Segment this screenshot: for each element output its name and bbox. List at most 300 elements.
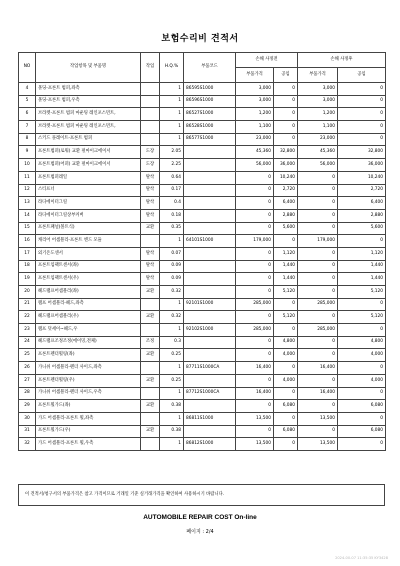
row-no: 32 <box>19 438 36 451</box>
header-parts-price-after: 부품가격 <box>298 68 338 83</box>
row-item: 헤드램프어셈블리(좌) <box>36 286 141 299</box>
row-part-code <box>184 197 236 210</box>
footer-title: AUTOMOBILE REPAIR COST On-line <box>143 514 257 521</box>
row-labor-before: 0 <box>274 95 298 108</box>
row-work <box>141 108 160 121</box>
row-labor-after: 10,240 <box>338 171 386 184</box>
table-row <box>19 412 386 425</box>
row-part-code: 87712S1000CA <box>184 387 236 400</box>
row-labor-before: 0 <box>274 83 298 96</box>
row-parts-price-before: 0 <box>236 336 274 349</box>
row-labor-after: 0 <box>338 362 386 375</box>
row-hq: 0.32 <box>160 311 184 324</box>
row-parts-price-after: 1,100 <box>298 121 338 134</box>
row-hq: 1 <box>160 133 184 146</box>
row-parts-price-before: 285,000 <box>236 324 274 337</box>
row-no: 9 <box>19 146 36 159</box>
row-labor-before: 4,800 <box>274 336 298 349</box>
header-part-code: 부품코드 <box>184 53 236 83</box>
row-part-code <box>184 184 236 197</box>
row-hq: 0.17 <box>160 184 184 197</box>
row-parts-price-after: 0 <box>298 222 338 235</box>
row-parts-price-before: 3,000 <box>236 95 274 108</box>
header-group-after: 손해 사정후 <box>298 53 386 68</box>
row-part-code <box>184 336 236 349</box>
table-row <box>19 425 386 438</box>
row-part-code: 86577S1000 <box>184 133 236 146</box>
row-labor-after: 0 <box>338 121 386 134</box>
table-row <box>19 374 386 387</box>
row-labor-before: 1,440 <box>274 273 298 286</box>
row-parts-price-after: 0 <box>298 184 338 197</box>
table-row <box>19 400 386 413</box>
row-parts-price-before: 45,360 <box>236 146 274 159</box>
row-parts-price-after: 285,000 <box>298 324 338 337</box>
row-labor-after: 32,800 <box>338 146 386 159</box>
row-hq: 0.25 <box>160 374 184 387</box>
row-labor-after: 0 <box>338 108 386 121</box>
row-hq: 1 <box>160 387 184 400</box>
row-parts-price-after: 0 <box>298 349 338 362</box>
row-parts-price-before: 13,500 <box>236 412 274 425</box>
row-part-code: 92102S1000 <box>184 324 236 337</box>
row-labor-before: 0 <box>274 438 298 451</box>
header-parts-price-before: 부품가격 <box>236 68 274 83</box>
row-work: 탈착 <box>141 260 160 273</box>
row-parts-price-after: 0 <box>298 171 338 184</box>
table-row <box>19 146 386 159</box>
row-parts-price-after: 0 <box>298 311 338 324</box>
row-hq: 1 <box>160 235 184 248</box>
table-row <box>19 133 386 146</box>
row-hq: 1 <box>160 298 184 311</box>
row-item: 라디에이터그릴상부커버 <box>36 209 141 222</box>
row-parts-price-before: 0 <box>236 425 274 438</box>
row-labor-before: 1,120 <box>274 247 298 260</box>
row-part-code: 86812S1000 <box>184 438 236 451</box>
table-row <box>19 438 386 451</box>
row-work <box>141 235 160 248</box>
row-work: 도장 <box>141 146 160 159</box>
row-no: 8 <box>19 133 36 146</box>
row-no: 16 <box>19 235 36 248</box>
table-row <box>19 121 386 134</box>
row-labor-after: 6,080 <box>338 425 386 438</box>
row-parts-price-before: 1,100 <box>236 121 274 134</box>
row-work: 도장 <box>141 159 160 172</box>
row-labor-before: 6,080 <box>274 400 298 413</box>
row-parts-price-before: 0 <box>236 374 274 387</box>
row-labor-after: 5,600 <box>338 222 386 235</box>
row-part-code <box>184 349 236 362</box>
row-no: 24 <box>19 336 36 349</box>
row-labor-before: 4,000 <box>274 349 298 362</box>
row-item: 프론트휠가드(우) <box>36 425 141 438</box>
row-work: 교환 <box>141 222 160 235</box>
table-row <box>19 311 386 324</box>
row-labor-after: 5,120 <box>338 311 386 324</box>
row-hq: 0.38 <box>160 400 184 413</box>
row-labor-before: 2,720 <box>274 184 298 197</box>
header-item: 작업항목 및 부품명 <box>36 53 141 83</box>
page-number: 페이지 : 2/4 <box>186 529 214 535</box>
row-labor-before: 0 <box>274 235 298 248</box>
row-labor-after: 0 <box>338 438 386 451</box>
row-no: 21 <box>19 298 36 311</box>
row-part-code <box>184 209 236 222</box>
table-row <box>19 298 386 311</box>
row-no: 31 <box>19 425 36 438</box>
row-parts-price-after: 3,000 <box>298 83 338 96</box>
row-work: 탈착 <box>141 171 160 184</box>
row-labor-after: 36,000 <box>338 159 386 172</box>
row-no: 10 <box>19 159 36 172</box>
table-row <box>19 222 386 235</box>
row-parts-price-before: 56,000 <box>236 159 274 172</box>
row-labor-after: 0 <box>338 83 386 96</box>
row-work: 교환 <box>141 286 160 299</box>
row-parts-price-before: 16,400 <box>236 387 274 400</box>
row-labor-before: 5,600 <box>274 222 298 235</box>
row-part-code <box>184 425 236 438</box>
row-labor-before: 1,440 <box>274 260 298 273</box>
row-part-code <box>184 247 236 260</box>
row-parts-price-before: 0 <box>236 260 274 273</box>
header-no: NO <box>19 53 36 83</box>
row-hq: 0.32 <box>160 286 184 299</box>
row-parts-price-after: 0 <box>298 286 338 299</box>
row-item: 프론트휠가드(좌) <box>36 400 141 413</box>
row-work <box>141 362 160 375</box>
row-part-code: 86595S1000 <box>184 83 236 96</box>
row-work <box>141 324 160 337</box>
row-item: 프론트범퍼(로워) 교환 펄마이크에이서 <box>36 146 141 159</box>
row-item: 가드 어셈블리-프론트 휠,좌측 <box>36 412 141 425</box>
row-parts-price-after: 13,500 <box>298 438 338 451</box>
table-row <box>19 286 386 299</box>
row-part-code <box>184 374 236 387</box>
row-item: 헤드램프조정조정(에이밍,전체) <box>36 336 141 349</box>
row-hq: 1 <box>160 121 184 134</box>
header-work: 작업 <box>141 53 160 83</box>
row-parts-price-after: 56,000 <box>298 159 338 172</box>
row-part-code <box>184 400 236 413</box>
row-labor-before: 5,120 <box>274 286 298 299</box>
row-item: 프론트펜더휠링(우) <box>36 374 141 387</box>
row-part-code <box>184 222 236 235</box>
row-labor-after: 0 <box>338 387 386 400</box>
row-work <box>141 95 160 108</box>
row-work <box>141 412 160 425</box>
row-hq: 1 <box>160 108 184 121</box>
row-labor-after: 0 <box>338 235 386 248</box>
table-row <box>19 260 386 273</box>
row-work: 교환 <box>141 374 160 387</box>
row-work: 탈착 <box>141 197 160 210</box>
table-row <box>19 349 386 362</box>
row-part-code: 87711S1000CA <box>184 362 236 375</box>
row-labor-after: 0 <box>338 298 386 311</box>
row-labor-after: 0 <box>338 133 386 146</box>
row-parts-price-after: 0 <box>298 425 338 438</box>
row-work: 탈착 <box>141 184 160 197</box>
row-item: 프론트패널(볼트식) <box>36 222 141 235</box>
row-hq: 1 <box>160 412 184 425</box>
row-hq: 1 <box>160 362 184 375</box>
price-note: 이 견적서/청구서의 부품가격은 참고 가격이므로 거래일 기준 실거래가격을 확인하여 사용하시기 바랍니다. <box>18 484 385 506</box>
row-work: 교환 <box>141 425 160 438</box>
row-part-code: 86527S1000 <box>184 108 236 121</box>
table-row <box>19 235 386 248</box>
row-work <box>141 121 160 134</box>
row-hq: 0.35 <box>160 222 184 235</box>
row-work: 탈착 <box>141 209 160 222</box>
row-work <box>141 387 160 400</box>
row-item: 몰딩-프론트 범퍼,우측 <box>36 95 141 108</box>
row-hq: 2.05 <box>160 146 184 159</box>
row-no: 4 <box>19 83 36 96</box>
row-parts-price-before: 0 <box>236 349 274 362</box>
row-item: 프론트임팩트센서(좌) <box>36 260 141 273</box>
row-labor-before: 0 <box>274 298 298 311</box>
row-item: 브라켓-프론트 범퍼 마운팅 레인포스먼트, <box>36 121 141 134</box>
row-item: 프론트범퍼레일 <box>36 171 141 184</box>
table-row <box>19 184 386 197</box>
row-item: 라디에이터그릴 <box>36 197 141 210</box>
row-labor-before: 0 <box>274 362 298 375</box>
row-no: 19 <box>19 273 36 286</box>
row-parts-price-after: 0 <box>298 374 338 387</box>
table-row <box>19 336 386 349</box>
row-item: 램프 덧세이~헤드,우 <box>36 324 141 337</box>
row-no: 28 <box>19 387 36 400</box>
row-part-code <box>184 260 236 273</box>
row-labor-before: 0 <box>274 387 298 400</box>
row-parts-price-after: 3,000 <box>298 95 338 108</box>
row-item: 몰딩-프론트 범퍼,좌측 <box>36 83 141 96</box>
row-parts-price-before: 13,500 <box>236 438 274 451</box>
row-parts-price-after: 0 <box>298 197 338 210</box>
row-no: 18 <box>19 260 36 273</box>
table-row <box>19 197 386 210</box>
row-hq: 2.25 <box>160 159 184 172</box>
row-part-code <box>184 159 236 172</box>
row-parts-price-after: 0 <box>298 209 338 222</box>
row-labor-after: 0 <box>338 95 386 108</box>
row-no: 13 <box>19 197 36 210</box>
row-hq: 0.3 <box>160 336 184 349</box>
row-no: 5 <box>19 95 36 108</box>
row-item: 외기온도센서 <box>36 247 141 260</box>
row-no: 27 <box>19 374 36 387</box>
row-parts-price-before: 0 <box>236 171 274 184</box>
row-no: 7 <box>19 121 36 134</box>
row-labor-before: 2,880 <box>274 209 298 222</box>
row-labor-after: 4,000 <box>338 349 386 362</box>
header-labor-before: 공임 <box>274 68 298 83</box>
row-labor-before: 32,800 <box>274 146 298 159</box>
row-part-code: 86811S1000 <box>184 412 236 425</box>
row-parts-price-after: 0 <box>298 273 338 286</box>
row-labor-after: 4,000 <box>338 374 386 387</box>
row-labor-before: 0 <box>274 324 298 337</box>
row-parts-price-before: 23,000 <box>236 133 274 146</box>
row-no: 11 <box>19 171 36 184</box>
table-row <box>19 247 386 260</box>
row-parts-price-before: 0 <box>236 311 274 324</box>
row-parts-price-before: 0 <box>236 222 274 235</box>
row-hq: 1 <box>160 95 184 108</box>
row-no: 22 <box>19 311 36 324</box>
row-work: 탈착 <box>141 273 160 286</box>
row-no: 15 <box>19 222 36 235</box>
table-row <box>19 324 386 337</box>
row-parts-price-after: 16,400 <box>298 387 338 400</box>
row-work: 조정 <box>141 336 160 349</box>
row-hq: 0.18 <box>160 209 184 222</box>
row-labor-before: 0 <box>274 121 298 134</box>
row-no: 23 <box>19 324 36 337</box>
row-labor-after: 0 <box>338 324 386 337</box>
row-labor-before: 10,240 <box>274 171 298 184</box>
row-item: 가니쉬 어셈블리-펜더 사이드,우측 <box>36 387 141 400</box>
row-no: 17 <box>19 247 36 260</box>
row-parts-price-before: 0 <box>236 184 274 197</box>
table-row <box>19 95 386 108</box>
row-work <box>141 438 160 451</box>
row-hq: 0.07 <box>160 247 184 260</box>
row-item: 스키드 플레이트-프론트 범퍼 <box>36 133 141 146</box>
row-no: 14 <box>19 209 36 222</box>
row-item: 프론트펜더휠링(좌) <box>36 349 141 362</box>
row-labor-after: 2,720 <box>338 184 386 197</box>
row-item: 브라켓-프론트 범퍼 마운팅 레인포스먼트, <box>36 108 141 121</box>
row-hq: 0.09 <box>160 273 184 286</box>
row-item: 가드 어셈블리-프론트 휠,우측 <box>36 438 141 451</box>
row-part-code: 86528S1000 <box>184 121 236 134</box>
row-hq: 0.25 <box>160 349 184 362</box>
row-part-code <box>184 286 236 299</box>
row-no: 20 <box>19 286 36 299</box>
row-parts-price-after: 0 <box>298 247 338 260</box>
row-item: 가니쉬 어셈블리-펜더 사이드,좌측 <box>36 362 141 375</box>
row-parts-price-after: 0 <box>298 336 338 349</box>
row-hq: 1 <box>160 438 184 451</box>
row-labor-before: 0 <box>274 133 298 146</box>
row-labor-before: 5,120 <box>274 311 298 324</box>
table-row <box>19 159 386 172</box>
row-work <box>141 298 160 311</box>
estimate-table-body <box>19 83 386 451</box>
print-stamp: 2024-00-07 11:35:35 KY3428 <box>335 556 388 560</box>
row-parts-price-after: 13,500 <box>298 412 338 425</box>
row-parts-price-after: 1,200 <box>298 108 338 121</box>
row-labor-after: 6,400 <box>338 197 386 210</box>
row-labor-before: 6,400 <box>274 197 298 210</box>
row-work: 교환 <box>141 400 160 413</box>
row-parts-price-after: 45,360 <box>298 146 338 159</box>
row-parts-price-after: 285,000 <box>298 298 338 311</box>
row-no: 29 <box>19 400 36 413</box>
row-part-code <box>184 311 236 324</box>
row-parts-price-before: 0 <box>236 197 274 210</box>
table-row <box>19 108 386 121</box>
row-parts-price-before: 0 <box>236 247 274 260</box>
row-parts-price-after: 16,400 <box>298 362 338 375</box>
table-row <box>19 209 386 222</box>
table-row <box>19 362 386 375</box>
row-work: 교환 <box>141 311 160 324</box>
row-part-code <box>184 146 236 159</box>
row-work: 교환 <box>141 349 160 362</box>
estimate-table <box>18 52 386 451</box>
row-no: 6 <box>19 108 36 121</box>
row-hq: 1 <box>160 83 184 96</box>
row-labor-before: 36,000 <box>274 159 298 172</box>
row-labor-before: 4,000 <box>274 374 298 387</box>
row-part-code: 92101S1000 <box>184 298 236 311</box>
row-labor-after: 0 <box>338 412 386 425</box>
row-labor-after: 2,880 <box>338 209 386 222</box>
row-no: 26 <box>19 362 36 375</box>
row-labor-after: 6,080 <box>338 400 386 413</box>
table-row <box>19 83 386 96</box>
row-parts-price-before: 1,200 <box>236 108 274 121</box>
row-parts-price-before: 0 <box>236 209 274 222</box>
row-item: 램프 어셈블리-헤드,좌측 <box>36 298 141 311</box>
row-parts-price-before: 0 <box>236 286 274 299</box>
table-row <box>19 171 386 184</box>
row-work: 탈착 <box>141 247 160 260</box>
table-row <box>19 387 386 400</box>
row-labor-before: 0 <box>274 412 298 425</box>
row-hq: 0.38 <box>160 425 184 438</box>
header-group-before: 손해 사정전 <box>236 53 298 68</box>
row-part-code <box>184 171 236 184</box>
row-parts-price-before: 0 <box>236 273 274 286</box>
document-title: 보험수리비 견적서 <box>161 34 239 44</box>
row-no: 30 <box>19 412 36 425</box>
row-part-code: 86596S1000 <box>184 95 236 108</box>
header-labor-after: 공임 <box>338 68 386 83</box>
row-parts-price-before: 179,000 <box>236 235 274 248</box>
row-parts-price-after: 23,000 <box>298 133 338 146</box>
row-part-code: 64101S1000 <box>184 235 236 248</box>
row-no: 25 <box>19 349 36 362</box>
row-hq: 1 <box>160 324 184 337</box>
row-item: 캐리어 어셈블리-프론트 엔드 모듈 <box>36 235 141 248</box>
row-labor-after: 1,440 <box>338 260 386 273</box>
row-parts-price-before: 16,400 <box>236 362 274 375</box>
row-parts-price-after: 179,000 <box>298 235 338 248</box>
row-parts-price-after: 0 <box>298 400 338 413</box>
row-labor-before: 0 <box>274 108 298 121</box>
row-item: 프론트임팩트센서(우) <box>36 273 141 286</box>
row-parts-price-before: 3,000 <box>236 83 274 96</box>
row-item: 스티프너 <box>36 184 141 197</box>
table-row <box>19 273 386 286</box>
row-part-code <box>184 273 236 286</box>
row-hq: 0.4 <box>160 197 184 210</box>
row-work <box>141 83 160 96</box>
row-item: 헤드램프어셈블리(우) <box>36 311 141 324</box>
row-hq: 0.64 <box>160 171 184 184</box>
header-hq: H.Q.% <box>160 53 184 83</box>
row-work <box>141 133 160 146</box>
row-parts-price-before: 285,000 <box>236 298 274 311</box>
row-parts-price-after: 0 <box>298 260 338 273</box>
row-labor-after: 1,440 <box>338 273 386 286</box>
